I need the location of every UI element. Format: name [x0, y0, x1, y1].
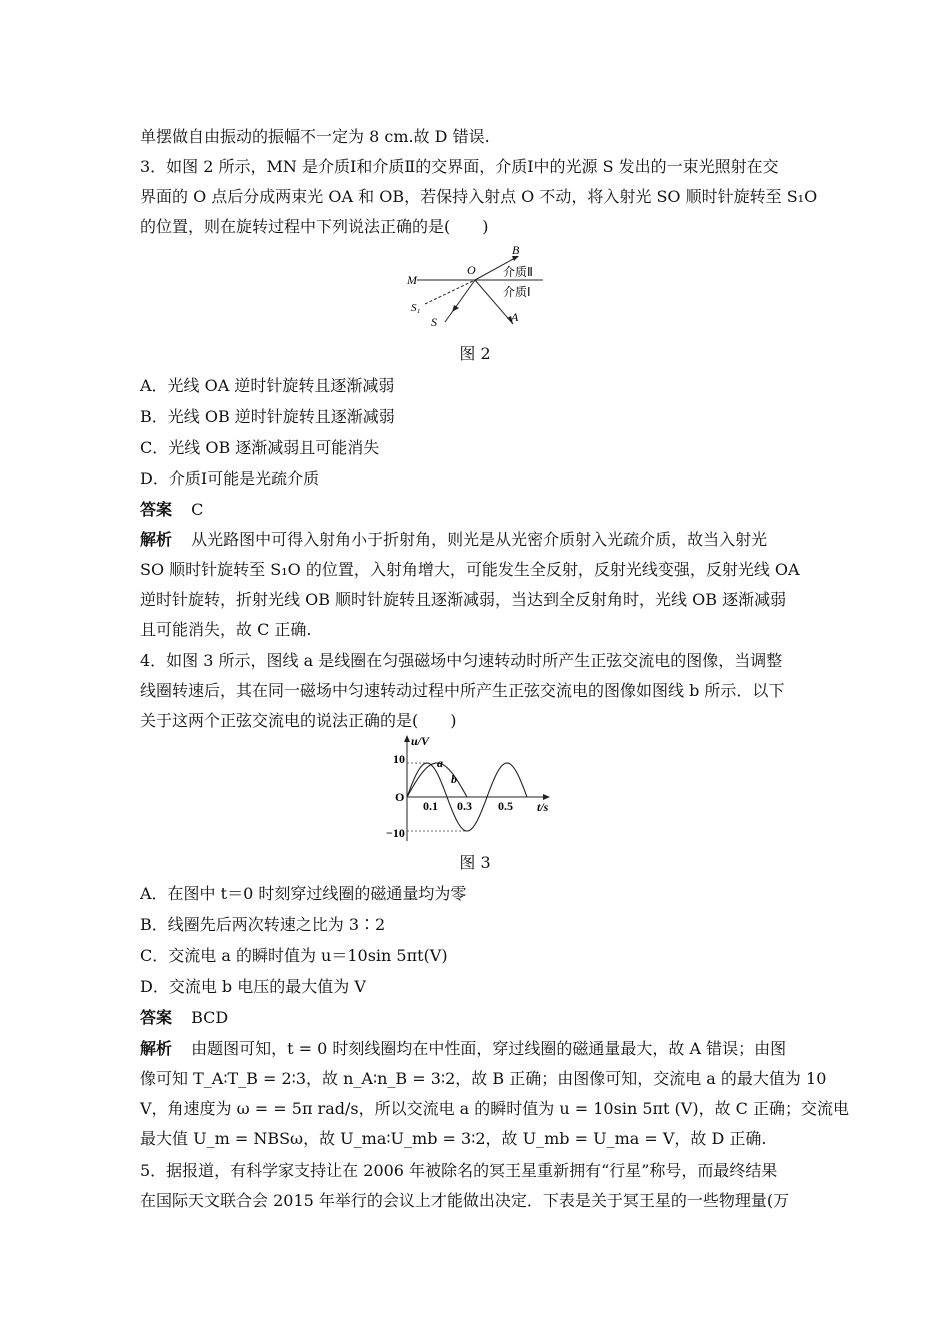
- curve-a-label: a: [437, 756, 443, 770]
- y-axis-label: u/V: [411, 734, 430, 748]
- q3-option-b: B．光线 OB 逆时针旋转且逐渐减弱: [140, 407, 395, 426]
- label-o: O: [467, 263, 476, 277]
- question-4-line-3: 关于这两个正弦交流电的说法正确的是( ): [140, 711, 457, 730]
- question-5-line-2: 在国际天文联合会 2015 年举行的会议上才能做出决定．下表是关于冥王星的一些物理量(万: [140, 1191, 790, 1210]
- rotated-ray-s1o: [425, 280, 475, 304]
- question-5-line-1: 5．据报道，有科学家支持让在 2006 年被除名的冥王星重新拥有“行星”称号，而最终结果: [140, 1161, 778, 1180]
- figure-2-refraction-diagram: [395, 242, 555, 334]
- q3-option-c: C．光线 OB 逐渐减弱且可能消失: [140, 438, 380, 457]
- incident-ray-so: [445, 280, 475, 322]
- label-medium-2: 介质Ⅱ: [503, 265, 533, 279]
- curve-b-label: b: [451, 772, 457, 786]
- label-s: S: [431, 315, 437, 329]
- q3-option-a: A．光线 OA 逆时针旋转且逐渐减弱: [140, 376, 395, 395]
- x-tick-0-5: 0.5: [498, 799, 513, 813]
- q3-option-d: D．介质Ⅰ可能是光疏介质: [140, 469, 320, 488]
- q4-explanation-line-3: V，角速度为 ω = = 5π rad/s，所以交流电 a 的瞬时值为 u = 10sin 5πt (V)，故 C 正确；交流电: [140, 1099, 849, 1118]
- q4-explanation-line-1: [140, 1038, 786, 1060]
- question-3-line-1: 3．如图 2 所示，MN 是介质Ⅰ和介质Ⅱ的交界面，介质Ⅰ中的光源 S 发出的一束光照射在交: [140, 157, 779, 176]
- q3-explanation-line-1: [140, 529, 767, 551]
- q4-explanation-line-4: 最大值 U_m = NBSω，故 U_ma∶U_mb = 3∶2，故 U_mb = U_ma = V，故 D 正确.: [140, 1129, 767, 1148]
- question-4-line-1: 4．如图 3 所示，图线 a 是线圈在匀强磁场中匀速转动时所产生正弦交流电的图像，当调整: [140, 651, 783, 670]
- answer-label: 答案: [140, 500, 173, 519]
- label-s1: S₁: [411, 302, 421, 314]
- q4-option-b: B．线圈先后两次转速之比为 3∶2: [140, 915, 386, 934]
- q4-explanation-line-2: 像可知 T_A∶T_B = 2∶3，故 n_A∶n_B = 3∶2，故 B 正确；由图像可知，交流电 a 的最大值为 10: [140, 1069, 827, 1088]
- question-3-line-3: 的位置，则在旋转过程中下列说法正确的是( ): [140, 217, 489, 236]
- answer-label: 答案: [140, 1008, 173, 1027]
- q4-answer: [140, 1007, 228, 1029]
- origin-label: O: [395, 790, 405, 804]
- q4-option-d: D．交流电 b 电压的最大值为 V: [140, 977, 366, 996]
- answer-value: BCD: [191, 1008, 229, 1027]
- q3-answer: [140, 499, 203, 521]
- explanation-text: 从光路图中可得入射角小于折射角，则光是从光密介质射入光疏介质，故当入射光: [191, 530, 768, 549]
- q4-option-a: A．在图中 t＝0 时刻穿过线圈的磁通量均为零: [140, 884, 467, 903]
- label-b: B: [512, 243, 520, 257]
- figure-3-caption: 图 3: [459, 853, 491, 872]
- question-3-line-2: 界面的 O 点后分成两束光 OA 和 OB，若保持入射点 O 不动，将入射光 SO 顺时针旋转至 S₁O: [140, 187, 818, 206]
- x-axis-label: t/s: [537, 800, 549, 814]
- y-axis-arrow: [404, 735, 410, 742]
- explanation-text: 由题图可知，t = 0 时刻线圈均在中性面，穿过线圈的磁通量最大，故 A 错误；由图: [191, 1039, 787, 1058]
- incident-ray-arrow: [452, 305, 459, 312]
- figure-2-caption: 图 2: [459, 344, 491, 363]
- figure-3-sine-graph: [385, 733, 565, 845]
- explanation-label: 解析: [140, 1039, 173, 1058]
- label-a: A: [511, 310, 519, 324]
- x-tick-0-1: 0.1: [423, 799, 438, 813]
- q4-option-c: C．交流电 a 的瞬时值为 u＝10sin 5πt(V): [140, 946, 448, 965]
- y-tick-10: 10: [393, 752, 405, 766]
- explanation-label: 解析: [140, 530, 173, 549]
- question-4-line-2: 线圈转速后，其在同一磁场中匀速转动过程中所产生正弦交流电的图像如图线 b 所示．以下: [140, 681, 785, 700]
- q3-explanation-line-3: 逆时针旋转，折射光线 OB 顺时针旋转且逐渐减弱，当达到全反射角时，光线 OB 逐渐减弱: [140, 590, 787, 609]
- label-m: M: [407, 273, 417, 287]
- x-tick-0-3: 0.3: [457, 799, 472, 813]
- text-line: 单摆做自由振动的振幅不一定为 8 cm.故 D 错误.: [140, 127, 490, 146]
- answer-value: C: [191, 500, 204, 519]
- label-medium-1: 介质Ⅰ: [503, 285, 531, 299]
- y-tick-minus-10: −10: [386, 826, 405, 840]
- q3-explanation-line-4: 且可能消失，故 C 正确.: [140, 620, 312, 639]
- q3-explanation-line-2: SO 顺时针旋转至 S₁O 的位置，入射角增大，可能发生全反射，反射光线变强，反射光线 OA: [140, 560, 800, 579]
